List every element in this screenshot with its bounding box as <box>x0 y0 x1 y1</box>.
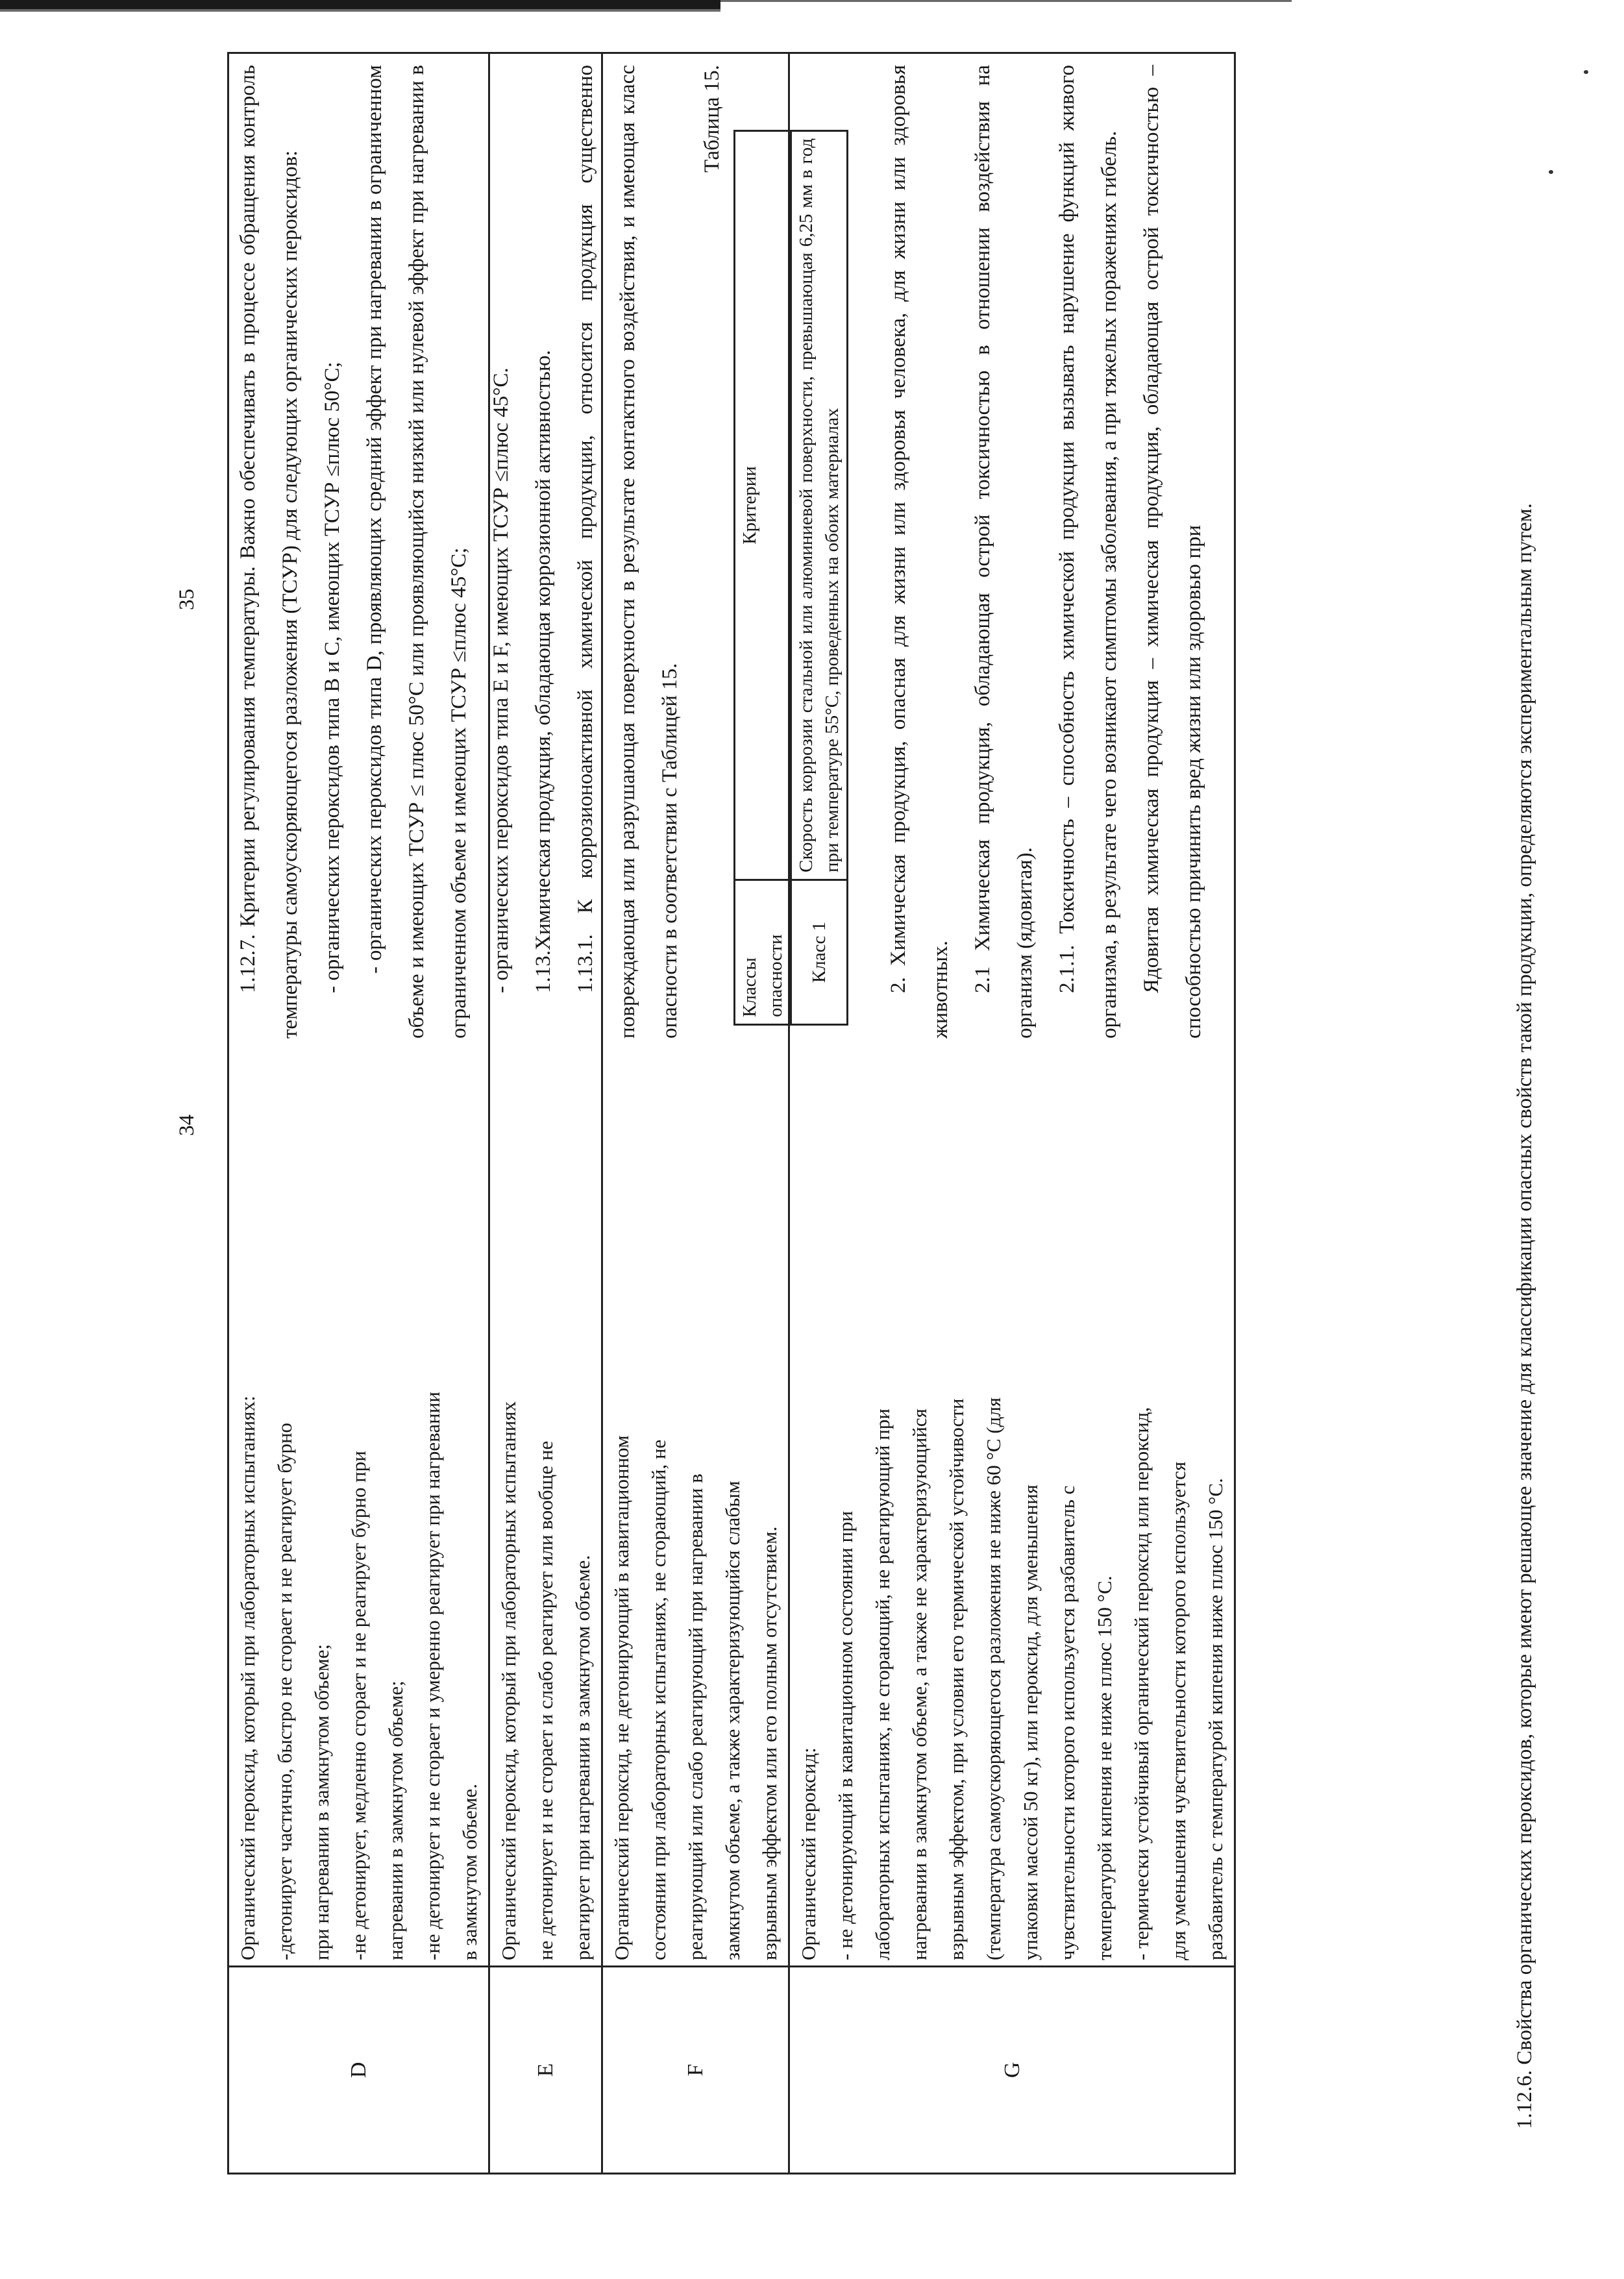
description-line: Органический пероксид, не детонирующий в кавитационном <box>610 1435 633 1960</box>
table-row <box>791 131 848 1025</box>
description-line: взрывным эффектом, при условии его термической устойчивости <box>945 1398 968 1960</box>
paragraph-1-13-1: 1.13.1. К коррозионоактивной химической продукции, относится продукция существенно повреждающая или разрушающая поверхности в результате контактного воздействия, и имеющая класс опасности в соответствии с Таблицей 15. <box>574 65 682 1039</box>
description-line: разбавитель с температурой кипения ниже плюс 150 °С. <box>1204 1478 1227 1960</box>
description-line: для уменьшения чувствительности которого используется <box>1167 1461 1190 1960</box>
description-line: (температура самоускоряющегося разложения не ниже 60 °С (для <box>982 1397 1005 1960</box>
list-item-type-ef: - органических пероксидов типа Е и F, имеющих ТСУР ≤плюс 45°С. <box>489 367 513 993</box>
header-criteria: Критерии <box>735 131 791 880</box>
paragraph-2-1-1: 2.1.1. Токсичность – способность химической продукции вызывать нарушение функций живого организма, в результате чего возникают симптомы заболевания, а при тяжелых поражениях гибель. <box>1055 65 1121 1039</box>
paragraph-2-1: 2.1 Химическая продукция, обладающая острой токсичностью в отношении воздействия на организм (ядовитая). <box>971 65 1037 1039</box>
description-line: - не детонирующий в кавитационном состоянии при <box>834 1510 857 1960</box>
paragraph-1-12-7: 1.12.7. Критерии регулирования температуры. Важно обеспечивать в процессе обращения контроль температуры самоускоряющегося разложения (ТСУР) для следующих органических пероксидов: <box>236 65 302 1039</box>
description-line: нагревании в замкнутом объеме, а также не характеризующийся <box>908 1409 931 1960</box>
description-line: в замкнутом объеме. <box>458 1784 481 1960</box>
peroxide-type-label: D <box>228 1967 489 2174</box>
description-line: при нагревании в замкнутом объеме; <box>310 1644 333 1960</box>
list-item-type-bc: - органических пероксидов типа В и С, имеющих ТСУР ≤плюс 50°С; <box>321 362 344 993</box>
description-line: -детонирует частично, быстро не сгорает и не реагирует бурно <box>273 1422 296 1960</box>
description-line: состоянии при лабораторных испытаниях, не сгорающий, не <box>647 1439 670 1960</box>
description-line: -не детонирует и не сгорает и умеренно реагирует при нагревании <box>421 1392 444 1960</box>
paragraph-1-12-6: 1.12.6. Свойства органических пероксидов, которые имеют решающее значение для классификации опасных свойств такой продукции, определяются экспериментальным путем. <box>1513 503 1536 2129</box>
peroxide-type-label: G <box>789 1967 1235 2174</box>
row-hazard-class: Класс 1 <box>791 880 848 1025</box>
description-line: лабораторных испытаниях, не сгорающий, не реагирующий при <box>871 1409 894 1960</box>
paragraph-1-13: 1.13.Химическая продукция, обладающая коррозионной активностью. <box>532 350 555 993</box>
description-line: реагирующий или слабо реагирующий при нагревании в <box>684 1473 707 1960</box>
paragraph-2: 2. Химическая продукция, опасная для жизни или здоровья человека, для жизни или здоровья животных. <box>887 65 952 1039</box>
description-line: температурой кипения не ниже плюс 150 °С. <box>1093 1575 1116 1960</box>
table-header-row <box>735 131 791 1025</box>
row-criteria: Скорость коррозии стальной или алюминиевой поверхности, превышающая 6,25 мм в год при температуре 55°С, проведенных на обоих материалах <box>791 131 848 880</box>
description-line: реагирует при нагревании в замкнутом объеме. <box>571 1555 594 1960</box>
page-number: 34 <box>175 1115 199 1136</box>
description-line: не детонирует и не сгорает и слабо реагирует или вообще не <box>534 1440 557 1960</box>
description-line: замкнутом объеме, а также характеризующийся слабым <box>721 1481 744 1960</box>
header-hazard-class: Классы опасности <box>735 880 791 1025</box>
description-line: нагревании в замкнутом объеме; <box>384 1681 407 1960</box>
peroxide-type-label: F <box>602 1967 789 2174</box>
list-item-type-d: - органических пероксидов типа D, проявляющих средний эффект при нагревании в ограниченном объеме и имеющих ТСУР ≤ плюс 50°С или проявляющийся низкий или нулевой эффект при нагревании в ограниченном объеме и имеющих ТСУР ≤плюс 45°С; <box>363 65 471 1039</box>
peroxide-type-label: E <box>489 1967 602 2174</box>
description-line: - термически устойчивый органический пероксид или пероксид, <box>1130 1407 1153 1960</box>
scan-edge-shadow <box>0 0 720 16</box>
description-line: Органический пероксид, который при лабораторных испытаниях: <box>236 1396 259 1960</box>
page-35-body <box>227 65 1215 1039</box>
table-15 <box>733 130 848 1026</box>
description-line: упаковки массой 50 кг), или пероксид, для уменьшения <box>1019 1484 1042 1960</box>
description-line: взрывным эффектом или его полным отсутствием. <box>758 1526 781 1960</box>
description-line: чувствительности которого используется разбавитель с <box>1056 1485 1079 1960</box>
table-15-caption: Таблица 15. <box>700 65 724 173</box>
description-line: -не детонирует, медленно сгорает и не реагирует бурно при <box>347 1451 370 1960</box>
description-line: Органический пероксид, который при лабораторных испытаниях <box>497 1401 520 1960</box>
description-line: Органический пероксид: <box>797 1747 820 1960</box>
scan-edge-line <box>720 0 1292 5</box>
paragraph-poison-definition: Ядовитая химическая продукция – химическая продукция, обладающая острой токсичностью – способностью причинить вред жизни или здоровью при <box>1140 65 1205 1039</box>
page-number: 35 <box>175 589 199 610</box>
page-35 <box>169 52 1558 1039</box>
